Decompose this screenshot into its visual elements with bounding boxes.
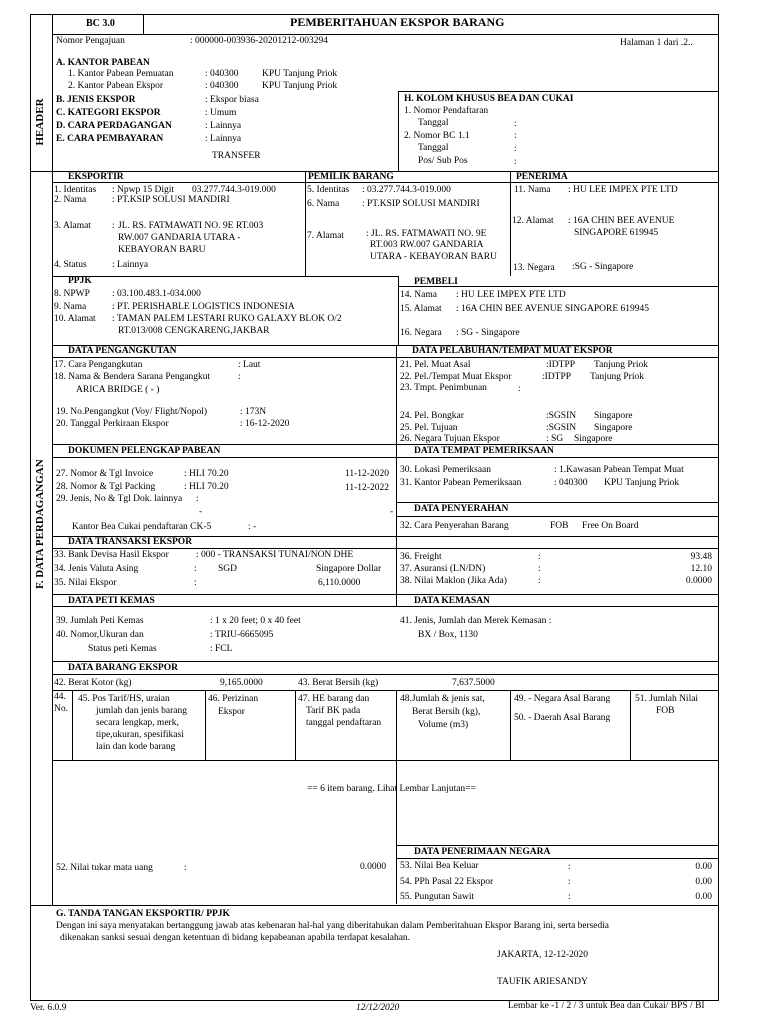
penerima-title: PENERIMA [516,172,568,182]
muat-ekspor-name: Tanjung Priok [590,372,644,382]
footer-lembar: Lembar ke -1 / 2 / 3 untuk Bea dan Cukai/ BPS / BI [508,1001,705,1011]
eksportir-status-label: 4. Status [54,260,87,270]
col45-header-1: 45. Pos Tarif/HS, uraian [78,694,170,704]
pelabuhan-title: DATA PELABUHAN/TEMPAT MUAT EKSPOR [412,346,613,356]
status-peti-value: : FCL [210,644,233,654]
col51-header-2: FOB [656,706,675,716]
freight-colon: : [538,552,541,562]
bank-devisa-label: 33. Bank Devisa Hasil Ekspor [54,550,169,560]
voy-label: 19. No.Pengangkut (Voy/ Flight/Nopol) [56,407,208,417]
nomor-peti-value: : TRIU-6665095 [210,630,274,640]
pemilik-alamat-line1: : JL. RS. FATMAWATI NO. 9E [366,229,487,239]
ck5-value: : - [248,522,257,532]
maklon-value: 0.0000 [685,576,712,586]
dokumen-title: DOKUMEN PELENGKAP PABEAN [68,446,221,456]
ekspor-office-code: : 040300 [205,81,239,91]
maklon-colon: : [538,576,541,586]
dok-dash-2: - [390,507,394,517]
ppjk-nama-label: 9. Nama [54,302,87,312]
voy-value: : 173N [240,407,267,417]
pembeli-alamat-label: 15. Alamat [400,304,442,314]
col45-header-4: tipe,ukuran, spesifikasi [96,730,184,740]
eksportir-alamat-label: 3. Alamat [54,221,91,231]
footer-date: 12/12/2020 [356,1003,400,1013]
muat-ekspor-label: 22. Pel./Tempat Muat Ekspor [400,372,512,382]
cara-angkut-value: : Laut [238,360,261,370]
tgl-ekspor-value: : 16-12-2020 [240,419,290,429]
bea-keluar-label: 53. Nilai Bea Keluar [400,861,479,871]
nomor-pengajuan-value: : 000000-003936-20201212-003294 [190,36,329,46]
transaksi-title: DATA TRANSAKSI EKSPOR [68,537,193,547]
lokasi-periksa-label: 30. Lokasi Pemeriksaan [400,465,492,475]
pos-label: Pos/ Sub Pos [418,156,468,166]
sawit-value: 0.00 [695,892,712,902]
pemilik-identitas-value: : 03.277.744.3-019.000 [362,185,451,195]
muat-asal-code: :IDTPP [546,360,576,370]
nomor-peti-label: 40. Nomor,Ukuran dan [56,630,144,640]
invoice-value: : HLI 70.20 [184,469,229,479]
eksportir-identitas-value: 03.277.744.3-019.000 [192,185,276,195]
sawit-colon: : [568,892,571,902]
penyerahan-title: DATA PENYERAHAN [414,504,509,514]
sawit-label: 55. Pungutan Sawit [400,892,475,902]
col48-header-1: 48.Jumlah & jenis sat, [400,694,485,704]
bea-keluar-value: 0.00 [695,862,712,872]
eksportir-identitas-type: : Npwp 15 Digit [112,185,175,195]
lokasi-periksa-value: : 1.Kawasan Pabean Tempat Muat [554,465,684,475]
h-colon-3: : [514,144,517,154]
col44-header-b: No. [54,704,68,714]
bongkar-label: 24. Pel. Bongkar [400,411,464,421]
nilai-ekspor-label: 35. Nilai Ekspor [54,578,117,588]
asuransi-label: 37. Asuransi (LN/DN) [400,564,486,574]
kantor-periksa-code: : 040300 [554,478,588,488]
h-colon-2: : [514,131,517,141]
penerima-alamat-line1: : 16A CHIN BEE AVENUE [568,216,675,226]
col46-header-1: 46. Perizinan [208,694,259,704]
valuta-code: SGD [218,564,238,574]
tgl-ekspor-label: 20. Tanggal Perkiraan Ekspor [56,419,169,429]
bruto-label: 42. Berat Kotor (kg) [54,678,132,688]
kemasan-label: 41. Jenis, Jumlah dan Merek Kemasan : [400,616,552,626]
ppjk-title: PPJK [68,276,92,286]
pemilik-alamat-line3: UTARA - KEBAYORAN BARU [370,252,497,262]
negara-tujuan-name: Singapore [574,434,613,444]
col45-header-5: lain dan kode barang [96,742,176,752]
pph-colon: : [568,877,571,887]
tujuan-code: :SGSIN [546,423,577,433]
tempat-periksa-title: DATA TEMPAT PEMERIKSAAN [414,446,554,456]
eksportir-nama-value: : PT.KSIP SOLUSI MANDIRI [112,195,230,205]
ppjk-npwp-value: : 03.100.483.1-034.000 [112,289,201,299]
jenis-ekspor-label: B. JENIS EKSPOR [56,95,136,105]
invoice-date: 11-12-2020 [345,469,389,479]
valuta-colon: : [194,564,197,574]
penerima-negara-value: :SG - Singapore [572,262,634,272]
valuta-name: Singapore Dollar [316,564,382,574]
col45-header-2: jumlah dan jenis barang [96,706,188,716]
cara-angkut-label: 17. Cara Pengangkutan [54,360,143,370]
penandatangan: TAUFIK ARIESANDY [497,977,588,987]
pernyataan-line1: Dengan ini saya menyatakan bertanggung jawab atas kebenaran hal-hal yang diberitahukan dalam Pemberitahuan Ekspor Barang ini, serta bersedia [56,921,609,931]
bruto-value: 9,165.0000 [220,678,263,688]
muat-ekspor-code: :IDTPP [542,372,572,382]
eksportir-alamat-line2: RW.007 GANDARIA UTARA - [118,233,241,243]
col45-header-3: secara lengkap, merk, [96,718,179,728]
ppjk-alamat-label: 10. Alamat [54,314,96,324]
penerimaan-title: DATA PENERIMAAN NEGARA [414,847,551,857]
invoice-label: 27. Nomor & Tgl Invoice [56,469,154,479]
pembeli-nama-label: 14. Nama [400,290,437,300]
status-peti-label: Status peti Kemas [88,644,157,654]
dok-lainnya-colon: : [196,494,199,504]
penerima-nama-value: : HU LEE IMPEX PTE LTD [568,185,678,195]
penimbunan-value: : [518,384,521,394]
kantor-pabean-title: A. KANTOR PABEAN [56,58,150,68]
col46-header-2: Ekspor [218,707,245,717]
negara-tujuan-code: : SG [546,434,564,444]
halaman: Halaman 1 dari .2.. [620,38,693,48]
penimbunan-label: 23. Tmpt. Penimbunan [400,383,487,393]
bea-cukai-title: H. KOLOM KHUSUS BEA DAN CUKAI [404,94,574,104]
col49-header: 49. - Negara Asal Barang [514,694,611,704]
pemilik-alamat-line2: RT.003 RW.007 GANDARIA [370,240,484,250]
kurs-value: 0.0000 [360,862,387,872]
eksportir-nama-label: 2. Nama [54,195,87,205]
kantor-periksa-label: 31. Kantor Pabean Pemeriksaan [400,478,522,488]
packing-date: 11-12-2022 [345,483,389,493]
pemilik-title: PEMILIK BARANG [308,172,394,182]
col50-header: 50. - Daerah Asal Barang [514,713,611,723]
ppjk-npwp-label: 8. NPWP [54,289,90,299]
penyerahan-code: FOB [550,521,569,531]
eksportir-identitas-label: 1. Identitas [54,185,97,195]
col48-header-2: Berat Bersih (kg), [412,707,481,717]
pengangkutan-title: DATA PENGANGKUTAN [68,346,177,356]
col47-header-2: Tarif BK pada [306,706,361,716]
dok-lainnya-label: 29. Jenis, No & Tgl Dok. lainnya [56,494,183,504]
pembeli-alamat-value: : 16A CHIN BEE AVENUE SINGAPORE 619945 [456,304,650,314]
kurs-label: 52. Nilai tukar mata uang [56,863,153,873]
barang-title: DATA BARANG EKSPOR [68,663,178,673]
data-perdagangan-side-label: F. DATA PERDAGANGAN [34,459,46,589]
negara-tujuan-label: 26. Negara Tujuan Ekspor [400,434,500,444]
netto-value: 7,637.5000 [452,678,495,688]
ppjk-nama-value: : PT. PERISHABLE LOGISTICS INDONESIA [112,302,295,312]
pemuatan-name: KPU Tanjung Priok [262,69,338,79]
eksportir-alamat-line3: KEBAYORAN BARU [118,245,206,255]
pemilik-nama-value: : PT.KSIP SOLUSI MANDIRI [362,199,480,209]
nilai-ekspor-value: 6,110.0000 [318,578,361,588]
nomor-pengajuan-label: Nomor Pengajuan [56,36,125,46]
cara-pembayaran-label: E. CARA PEMBAYARAN [56,134,164,144]
cara-pembayaran-value2: TRANSFER [212,151,261,161]
header-side-label: HEADER [34,98,46,146]
pemuatan-label: 1. Kantor Pabean Pemuatan [68,69,174,79]
kurs-colon: : [184,863,187,873]
muat-asal-label: 21. Pel. Muat Asal [400,360,471,370]
tempat-tanggal: JAKARTA, 12-12-2020 [497,950,589,960]
bea-keluar-colon: : [568,862,571,872]
ppjk-alamat-line2: RT.013/008 CENGKARENG,JAKBAR [118,326,270,336]
bongkar-code: :SGSIN [546,411,577,421]
pemilik-identitas-label: 5. Identitas [307,185,350,195]
tanda-tangan-title: G. TANDA TANGAN EKSPORTIR/ PPJK [56,909,230,919]
penyerahan-name: Free On Board [582,521,639,531]
freight-label: 36. Freight [400,552,442,562]
muat-asal-name: Tanjung Priok [594,360,648,370]
peti-kemas-title: DATA PETI KEMAS [68,596,155,606]
col47-header-3: tanggal pendaftaran [306,718,382,728]
dok-dash-1: - [199,507,203,517]
bongkar-name: Singapore [594,411,633,421]
tujuan-label: 25. Pel. Tujuan [400,423,458,433]
ppjk-alamat-line1: : TAMAN PALEM LESTARI RUKO GALAXY BLOK O/2 [112,314,342,324]
jumlah-peti-label: 39. Jumlah Peti Kemas [56,616,144,626]
h-tanggal2-label: Tanggal [418,143,449,153]
asuransi-colon: : [538,564,541,574]
pemuatan-code: : 040300 [205,69,239,79]
penyerahan-label: 32. Cara Penyerahan Barang [400,521,509,531]
cara-perdagangan-label: D. CARA PERDAGANGAN [56,121,172,131]
footer-version: Ver. 6.0.9 [30,1003,67,1013]
h-colon-4: : [514,157,517,167]
nilai-ekspor-colon: : [194,578,197,588]
packing-label: 28. Nomor & Tgl Packing [56,482,156,492]
kategori-ekspor-label: C. KATEGORI EKSPOR [56,108,161,118]
penerima-negara-label: 13. Negara [513,263,555,273]
cara-perdagangan-value: : Lainnya [205,121,242,131]
ekspor-office-name: KPU Tanjung Priok [262,81,338,91]
penerima-nama-label: 11. Nama [514,185,551,195]
pph-value: 0.00 [695,877,712,887]
pembeli-negara-value: : SG - Singapore [456,328,520,338]
form-code: BC 3.0 [86,18,115,29]
eksportir-alamat-line1: JL. RS. FATMAWATI NO. 9E RT.003 [118,221,264,231]
pemilik-alamat-label: 7. Alamat [307,231,344,241]
items-note: == 6 item barang. Lihat Lembar Lanjutan== [307,784,476,794]
jenis-ekspor-value: : Ekspor biasa [205,95,259,105]
h-tanggal1-label: Tanggal [418,118,449,128]
freight-value: 93.48 [690,552,712,562]
kantor-periksa-name: KPU Tanjung Priok [604,478,680,488]
packing-value: : HLI 70.20 [184,482,229,492]
jumlah-peti-value: : 1 x 20 feet; 0 x 40 feet [210,616,301,626]
sarana-label: 18. Nama & Bendera Sarana Pengangkut [54,372,211,382]
sarana-colon: : [238,372,241,382]
netto-label: 43. Berat Bersih (kg) [298,678,379,688]
valuta-label: 34. Jenis Valuta Asing [54,564,139,574]
nomor-bc-label: 2. Nomor BC 1.1 [404,131,470,141]
ekspor-office-label: 2. Kantor Pabean Ekspor [68,81,163,91]
pernyataan-line2: dikenakan sanksi sesuai dengan ketentuan di bidang kepabeanan apabila terdapat kesalahan. [60,933,411,943]
pph-label: 54. PPh Pasal 22 Ekspor [400,877,494,887]
kemasan-title: DATA KEMASAN [414,596,490,606]
col48-header-3: Volume (m3) [418,720,469,730]
maklon-label: 38. Nilai Maklon (Jika Ada) [400,576,507,586]
sarana-value: ARICA BRIDGE ( - ) [76,385,160,395]
bank-devisa-value: : 000 - TRANSAKSI TUNAI/NON DHE [196,550,354,560]
kategori-ekspor-value: : Umum [205,108,237,118]
h-colon-1: : [514,119,517,129]
kemasan-value: BX / Box, 1130 [418,630,478,640]
penerima-alamat-line2: SINGAPORE 619945 [574,228,659,238]
tujuan-name: Singapore [594,423,633,433]
cara-pembayaran-value: : Lainnya [205,134,242,144]
eksportir-title: EKSPORTIR [68,172,124,182]
form-title: PEMBERITAHUAN EKSPOR BARANG [290,15,505,29]
col47-header-1: 47. HE barang dan [298,694,370,704]
asuransi-value: 12.10 [690,564,712,574]
penerima-alamat-label: 12. Alamat [512,216,554,226]
pembeli-nama-value: : HU LEE IMPEX PTE LTD [456,290,566,300]
pembeli-negara-label: 16. Negara [400,328,442,338]
eksportir-status-value: : Lainnya [112,260,149,270]
eksportir-alamat-colon: : [112,221,115,231]
ck5-label: Kantor Bea Cukai pendaftaran CK-5 [72,522,212,532]
nomor-pendaftaran-label: 1. Nomor Pendaftaran [404,106,489,116]
pembeli-title: PEMBELI [414,277,458,287]
pemilik-nama-label: 6. Nama [307,199,340,209]
col44-header-a: 44. [54,692,66,702]
col51-header-1: 51. Jumlah Nilai [635,694,699,704]
